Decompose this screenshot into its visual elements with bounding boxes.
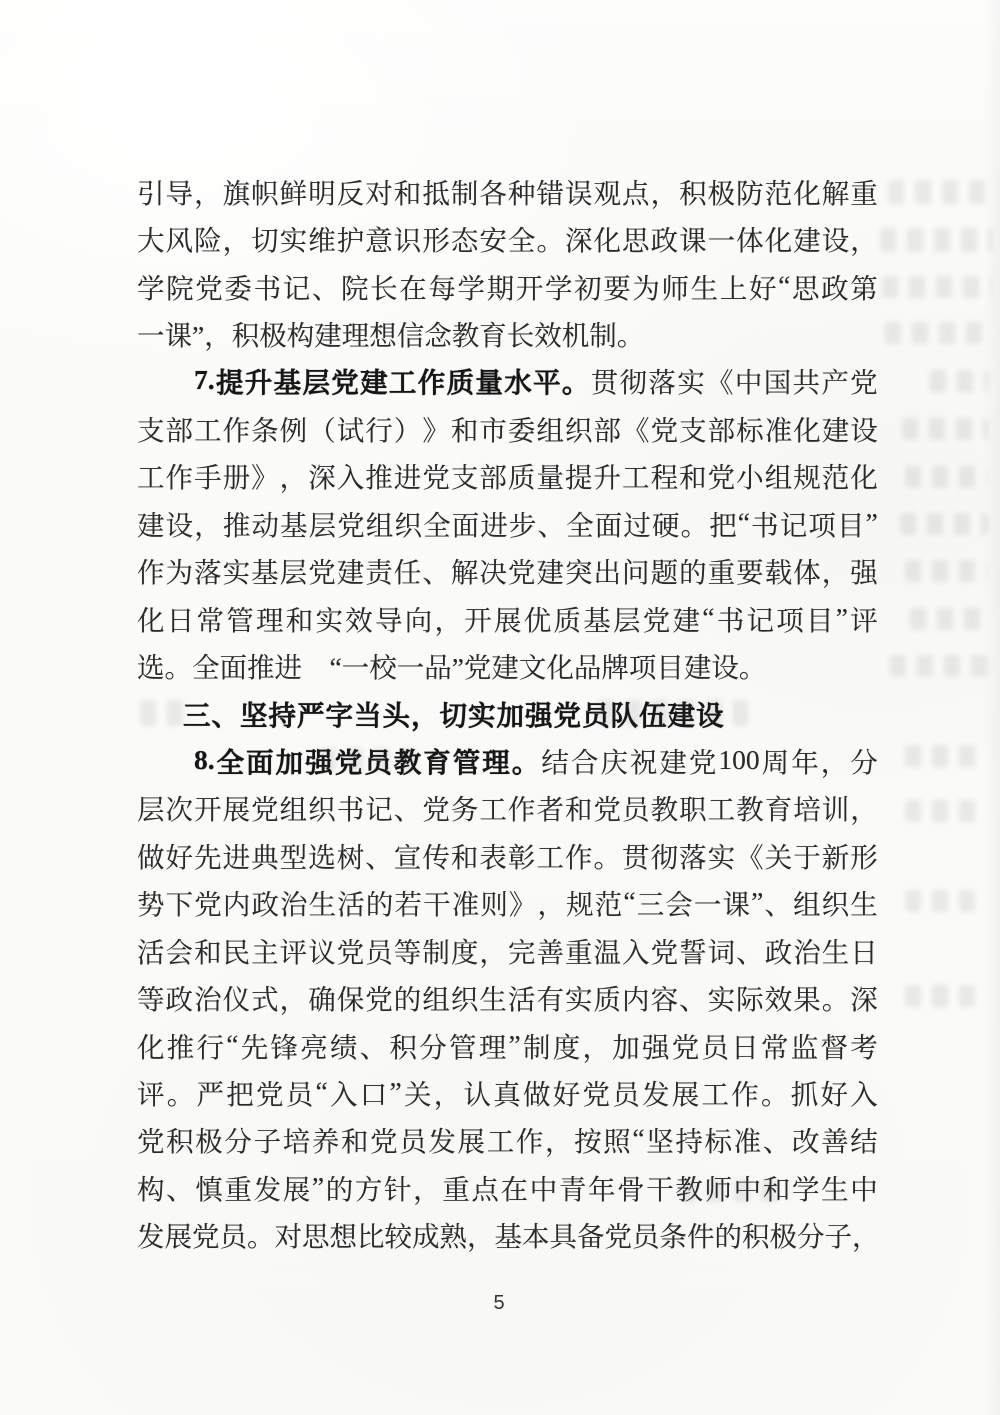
bleedthrough-mark bbox=[930, 370, 988, 392]
section-heading-line: 三、坚持严字当头，切实加强党员队伍建设 bbox=[183, 699, 725, 731]
text-line: 等 政 治 仪 式 ， 确 保 党 的 组 织 生 活 有 实 质 内 容 、 实 际 效 果 。 深 bbox=[137, 984, 878, 1016]
bleedthrough-mark bbox=[882, 276, 992, 298]
text-line: 党 积 极 分 子 培 养 和 党 员 发 展 工 作 ， 按 照 “ 坚 持 标 准 、 改 善 结 bbox=[137, 1123, 878, 1158]
bleedthrough-mark bbox=[905, 745, 985, 767]
bleedthrough-mark bbox=[885, 322, 983, 344]
bleedthrough-mark bbox=[902, 418, 988, 440]
bleedthrough-mark bbox=[905, 890, 983, 912]
bleedthrough-mark bbox=[880, 228, 992, 252]
text-line: 活 会 和 民 主 评 议 党 员 等 制 度 ， 完 善 重 温 入 党 誓 词 、 政 治 生 日 bbox=[137, 936, 878, 968]
page-number: 5 bbox=[493, 1292, 505, 1314]
document-body bbox=[137, 167, 878, 1258]
text-line: 评 。 严 把 党 员 “ 入 口 ” 关 ， 认 真 做 好 党 员 发 展 工 作 。 抓 好 入 bbox=[137, 1076, 878, 1111]
text-line: 作 为 落 实 基 层 党 建 责 任 、 解 决 党 建 突 出 问 题 的 重 要 载 体 ， 强 bbox=[137, 557, 878, 589]
bleedthrough-mark bbox=[905, 800, 983, 822]
text-line: 学 院 党 委 书 记 、 院 长 在 每 学 期 开 学 初 要 为 师 生 上 好 “ 思 政 第 bbox=[137, 269, 878, 304]
text-line: 选。全面推进 “一校一品”党建文化品牌项目建设。 bbox=[137, 652, 767, 684]
bleedthrough-mark bbox=[910, 608, 988, 630]
text-line: 8. 全 面 加 强 党 员 教 育 管 理 。 结 合 庆 祝 建 党 100 周 年 ， 分 bbox=[194, 743, 878, 778]
bleedthrough-mark bbox=[905, 560, 987, 582]
bleedthrough-mark bbox=[905, 466, 987, 488]
text-line: 7. 提 升 基 层 党 建 工 作 质 量 水 平 。 贯 彻 落 实 《 中 国 共 产 党 bbox=[194, 364, 878, 399]
text-line: 化 推 行 “ 先 锋 亮 绩 、 积 分 管 理 ” 制 度 ， 加 强 党 员 日 常 监 督 考 bbox=[137, 1028, 878, 1063]
text-line: 发 展 党 员 。 对 思 想 比 较 成 熟 ， 基 本 具 备 党 员 条 件 的 积 极 分 子 ， bbox=[137, 1221, 880, 1253]
bleedthrough-mark bbox=[890, 655, 988, 677]
text-line: 构 、 慎 重 发 展 ” 的 方 针 ， 重 点 在 中 青 年 骨 干 教 师 中 和 学 生 中 bbox=[137, 1170, 878, 1205]
text-line: 引 导 ， 旗 帜 鲜 明 反 对 和 抵 制 各 种 错 误 观 点 ， 积 极 防 范 化 解 重 bbox=[137, 177, 878, 209]
text-line: 做 好 先 进 典 型 选 树 、 宣 传 和 表 彰 工 作 。 贯 彻 落 实 《 关 于 新 形 bbox=[137, 841, 878, 873]
text-line: 大 风 险 ， 切 实 维 护 意 识 形 态 安 全 。 深 化 思 政 课 一 体 化 建 设 ， bbox=[137, 225, 878, 257]
bleedthrough-mark bbox=[888, 180, 992, 204]
bleedthrough-mark bbox=[900, 513, 988, 535]
text-line: 势 下 党 内 政 治 生 活 的 若 干 准 则 》 ， 规 范 “ 三 会 一 课 ” 、 组 织 生 bbox=[137, 886, 878, 921]
text-line: 一课”，积极构建理想信念教育长效机制。 bbox=[137, 320, 645, 352]
text-line: 化 日 常 管 理 和 实 效 导 向 ， 开 展 优 质 基 层 党 建 “ 书 记 项 目 ” 评 bbox=[137, 601, 878, 636]
text-line: 工 作 手 册 》 ， 深 入 推 进 党 支 部 质 量 提 升 工 程 和 党 小 组 规 范 化 bbox=[137, 462, 878, 494]
text-line: 支 部 工 作 条 例 （ 试 行 ） 》 和 市 委 组 织 部 《 党 支 部 标 准 化 建 设 bbox=[137, 414, 878, 446]
text-line: 建 设 ， 推 动 基 层 党 组 织 全 面 进 步 、 全 面 过 硬 。 把 “ 书 记 项 目 ” bbox=[137, 506, 878, 541]
text-line: 层 次 开 展 党 组 织 书 记 、 党 务 工 作 者 和 党 员 教 职 工 教 育 培 训 ， bbox=[137, 794, 878, 826]
bleedthrough-mark bbox=[905, 985, 979, 1007]
